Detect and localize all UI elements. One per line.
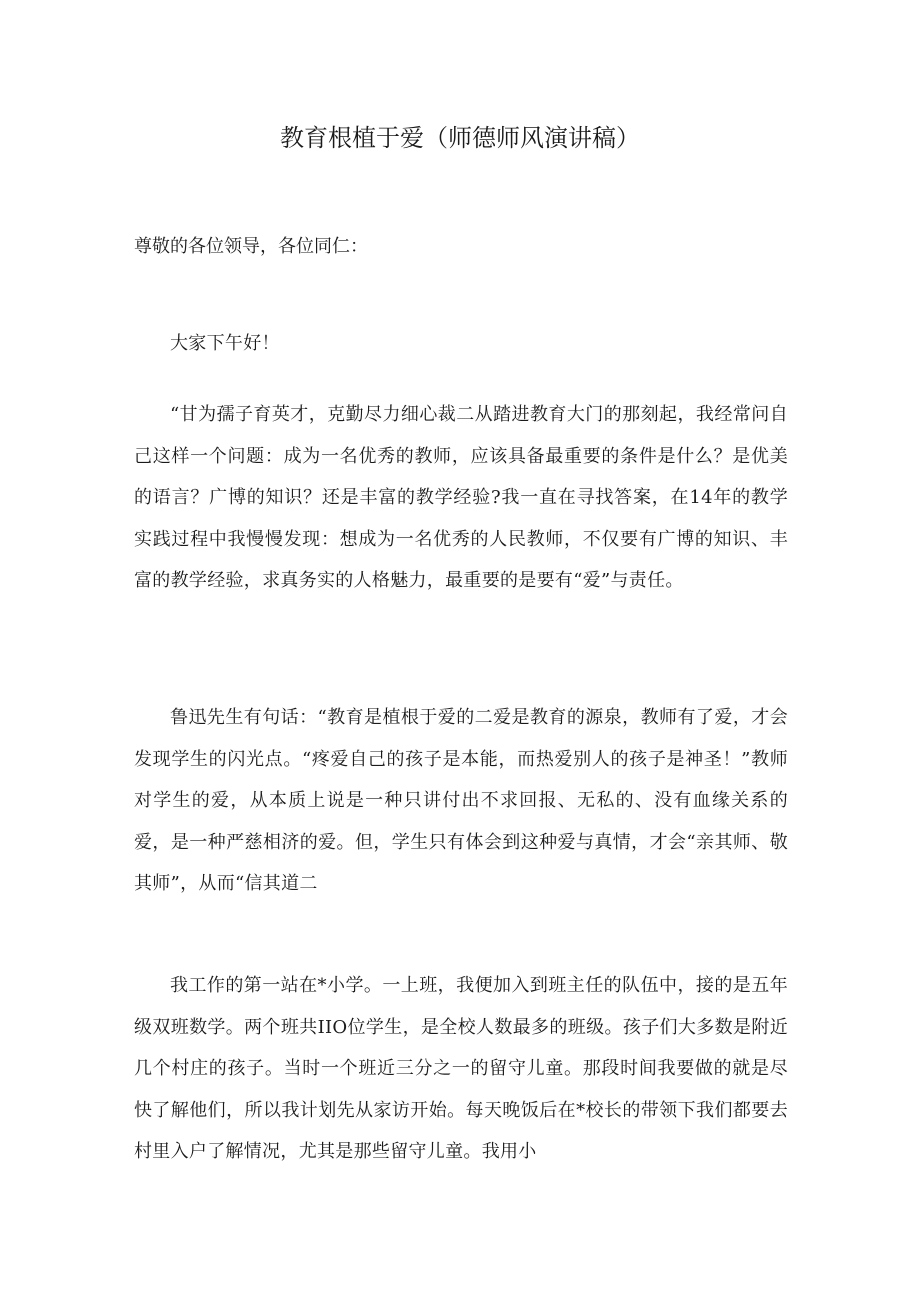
- document-title: 教育根植于爱（师德师风演讲稿）: [280, 124, 640, 152]
- salutation: 尊敬的各位领导，各位同仁：: [134, 236, 368, 257]
- paragraph-3: 我工作的第一站在*小学。一上班，我便加入到班主任的队伍中，接的是五年级双班数学。两个班共IIO位学生，是全校人数最多的班级。孩子们大多数是附近几个村庄的孩子。当时一个班近三分之一的留守儿童。那段时间我要做的就是尽快了解他们，所以我计划先从家访开始。每天晚饭后在*校长的带领下我们都要去村里入户了解情况，尤其是那些留守儿童。我用小: [134, 975, 788, 1162]
- paragraph-2: 鲁迅先生有句话：“教育是植根于爱的二爱是教育的源泉，教师有了爱，才会发现学生的闪光点。“疼爱自己的孩子是本能，而热爱别人的孩子是神圣！”教师对学生的爱，从本质上说是一种只讲付出不求回报、无私的、没有血缘关系的爱，是一种严慈相济的爱。但，学生只有体会到这种爱与真情，才会“亲其师、敬其师”，从而“信其道二: [134, 707, 788, 894]
- greeting: 大家下午好！: [170, 333, 280, 354]
- paragraph-1: “甘为孺子育英才，克勤尽力细心裁二从踏进教育大门的那刻起，我经常问自己这样一个问题：成为一名优秀的教师，应该具备最重要的条件是什么？是优美的语言？广博的知识？还是丰富的教学经验?我一直在寻找答案，在14年的教学实践过程中我慢慢发现：想成为一名优秀的人民教师，不仅要有广博的知识、丰富的教学经验，求真务实的人格魅力，最重要的是要有“爱”与责任。: [134, 404, 788, 591]
